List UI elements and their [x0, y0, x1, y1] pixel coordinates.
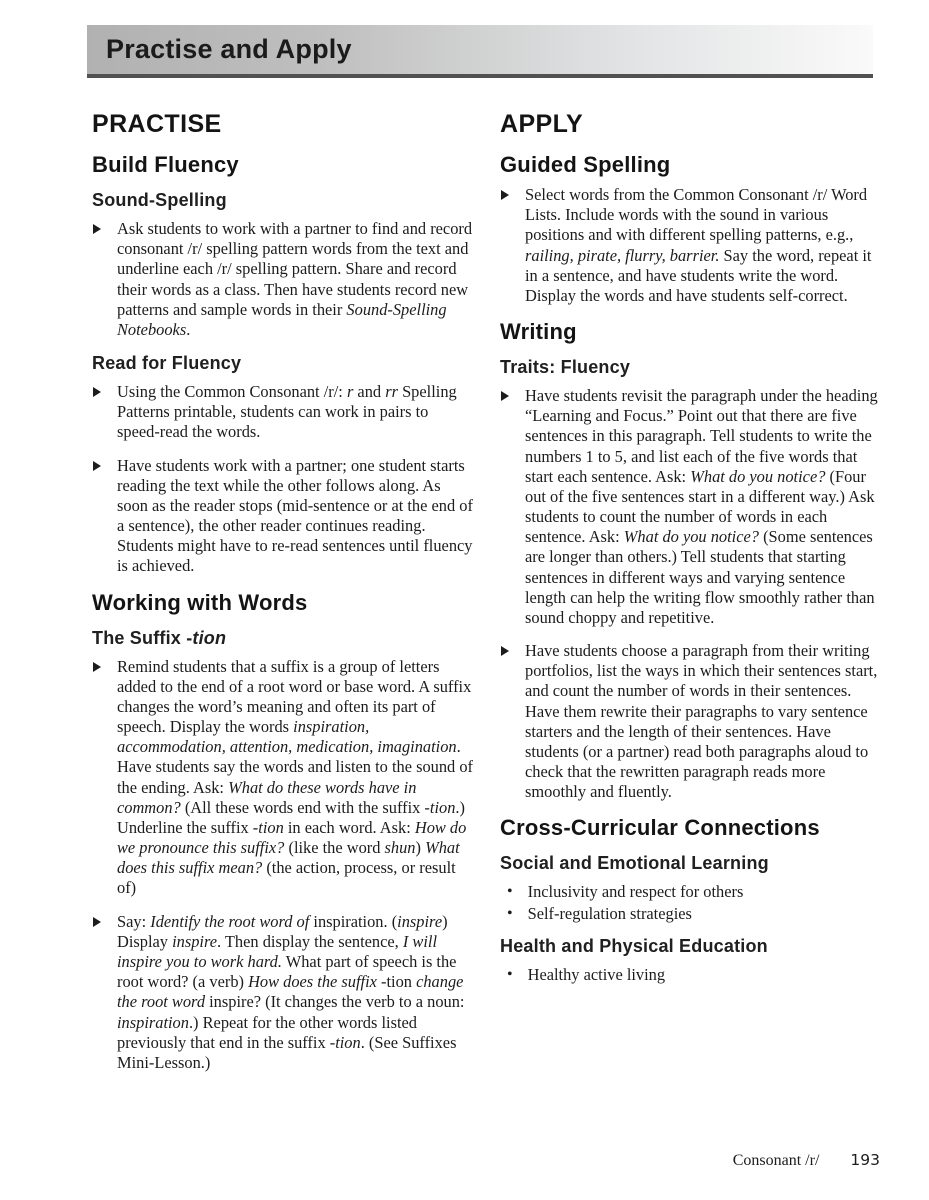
list-item-text: Self-regulation strategies — [527, 903, 692, 923]
traits-fluency-heading: Traits: Fluency — [500, 357, 631, 378]
bullet-text: Select words from the Common Consonant /r/ Word Lists. Include words with the sound in various positions and with different spelling patterns, e.g., railing, pirate, flurry, barrier. Say the word, repeat it in a sentence, and have students write the word. Display the words and have students self-correct. — [525, 185, 872, 305]
triangle-bullet-icon — [93, 387, 101, 397]
writing-heading: Writing — [500, 319, 577, 345]
bullet-text: Say: Identify the root word of inspiration. (inspire) Display inspire. Then display the sentence, I will inspire you to work hard. What part of speech is the root word? (a verb) How does the suffix -tion change the root word inspire? (It changes the verb to a noun: inspiration.) Repeat for the other words listed previously that end in the suffix -tion. (See Suffixes Mini-Lesson.) — [117, 911, 465, 1072]
bullet-item — [500, 386, 882, 628]
bullet-text: Have students choose a paragraph from their writing portfolios, list the ways in which their sentences start, and count the number of words in their sentences. Have them rewrite their paragraphs to vary sentence starters and the length of their sentences. Have students (or a partner) read both paragraphs aloud to check that the rewritten paragraph reads more smoothly and fluently. — [525, 641, 878, 802]
bullet-item — [92, 657, 474, 899]
cross-curricular-heading: Cross-Curricular Connections — [500, 815, 820, 841]
triangle-bullet-icon — [93, 662, 101, 672]
triangle-bullet-icon — [93, 461, 101, 471]
suffix-tion-heading: The Suffix -tion — [92, 627, 227, 648]
triangle-bullet-icon — [501, 190, 509, 200]
triangle-bullet-icon — [501, 646, 509, 656]
left-column — [92, 110, 474, 1086]
practise-heading: PRACTISE — [92, 110, 222, 138]
bullet-item — [92, 219, 474, 340]
list-item-text: Inclusivity and respect for others — [527, 882, 744, 902]
apply-heading: APPLY — [500, 110, 584, 138]
list-item-text: Healthy active living — [527, 965, 666, 985]
triangle-bullet-icon — [501, 391, 509, 401]
round-bullet-icon: • — [507, 904, 513, 922]
page-footer — [733, 1151, 880, 1170]
section-banner — [87, 25, 873, 78]
bullet-item — [92, 912, 474, 1073]
bullet-item — [500, 641, 882, 802]
bullet-text: Using the Common Consonant /r/: r and rr Spelling Patterns printable, students can work in pairs to speed-read the words. — [117, 382, 457, 442]
bullet-item — [92, 382, 474, 443]
triangle-bullet-icon — [93, 224, 101, 234]
sound-spelling-heading: Sound-Spelling — [92, 190, 227, 210]
round-bullet-icon: • — [507, 883, 513, 901]
triangle-bullet-icon — [93, 917, 101, 927]
guided-spelling-heading: Guided Spelling — [500, 152, 671, 177]
bullet-text: Remind students that a suffix is a group of letters added to the end of a root word or base word. A suffix changes the word’s meaning and often its part of speech. Display the words inspiration, accommodation, attention, medication, imagination. Have students say the words and listen to the sound of the ending. Ask: What do these words have in common? (All these words end with the suffix -tion.) Underline the suffix -tion in each word. Ask: How do we pronounce this suffix? (like the word shun) What does this suffix mean? (the action, process, or result of) — [117, 656, 473, 898]
bullet-item — [500, 185, 882, 306]
footer-section-label: Consonant /r/ — [732, 1152, 820, 1169]
bullet-text: Have students work with a partner; one student starts reading the text while the other follows along. As soon as the reader stops (mid-sentence or at the end of a sentence), the other reader continues reading. Students might have to re-read sentences until fluency is achieved. — [117, 455, 473, 576]
bullet-text: Have students revisit the paragraph under the heading “Learning and Focus.” Point out that there are five sentences in this paragraph. Tell students to write the numbers 1 to 5, and list each of the five words that start each sentence. Ask: What do you notice? (Four out of the five sentences start in a different way.) Ask students to count the number of words in each sentence. Ask: What do you notice? (Some sentences are longer than others.) Tell students that starting sentences in different ways and varying sentence length can help the writing flow smoothly rather than sound choppy and repetitive. — [525, 386, 878, 627]
build-fluency-heading: Build Fluency — [92, 152, 239, 177]
bullet-text: Ask students to work with a partner to find and record consonant /r/ spelling pattern words from the text and underline each /r/ spelling pattern. Share and record their words as a class. Then have students record new patterns and sample words in their Sound-Spelling Notebooks. — [117, 219, 473, 339]
social-emotional-heading: Social and Emotional Learning — [500, 853, 769, 874]
right-column — [500, 110, 882, 1086]
list-item — [500, 882, 882, 903]
bullet-item — [92, 456, 474, 577]
page-content — [92, 110, 882, 1086]
read-for-fluency-heading: Read for Fluency — [92, 353, 242, 374]
working-with-words-heading: Working with Words — [92, 589, 308, 615]
health-physical-heading: Health and Physical Education — [500, 936, 768, 957]
list-item — [500, 965, 882, 986]
round-bullet-icon: • — [507, 966, 513, 984]
page-number: 193 — [850, 1151, 880, 1169]
banner-title: Practise and Apply — [106, 34, 352, 64]
list-item — [500, 904, 882, 925]
